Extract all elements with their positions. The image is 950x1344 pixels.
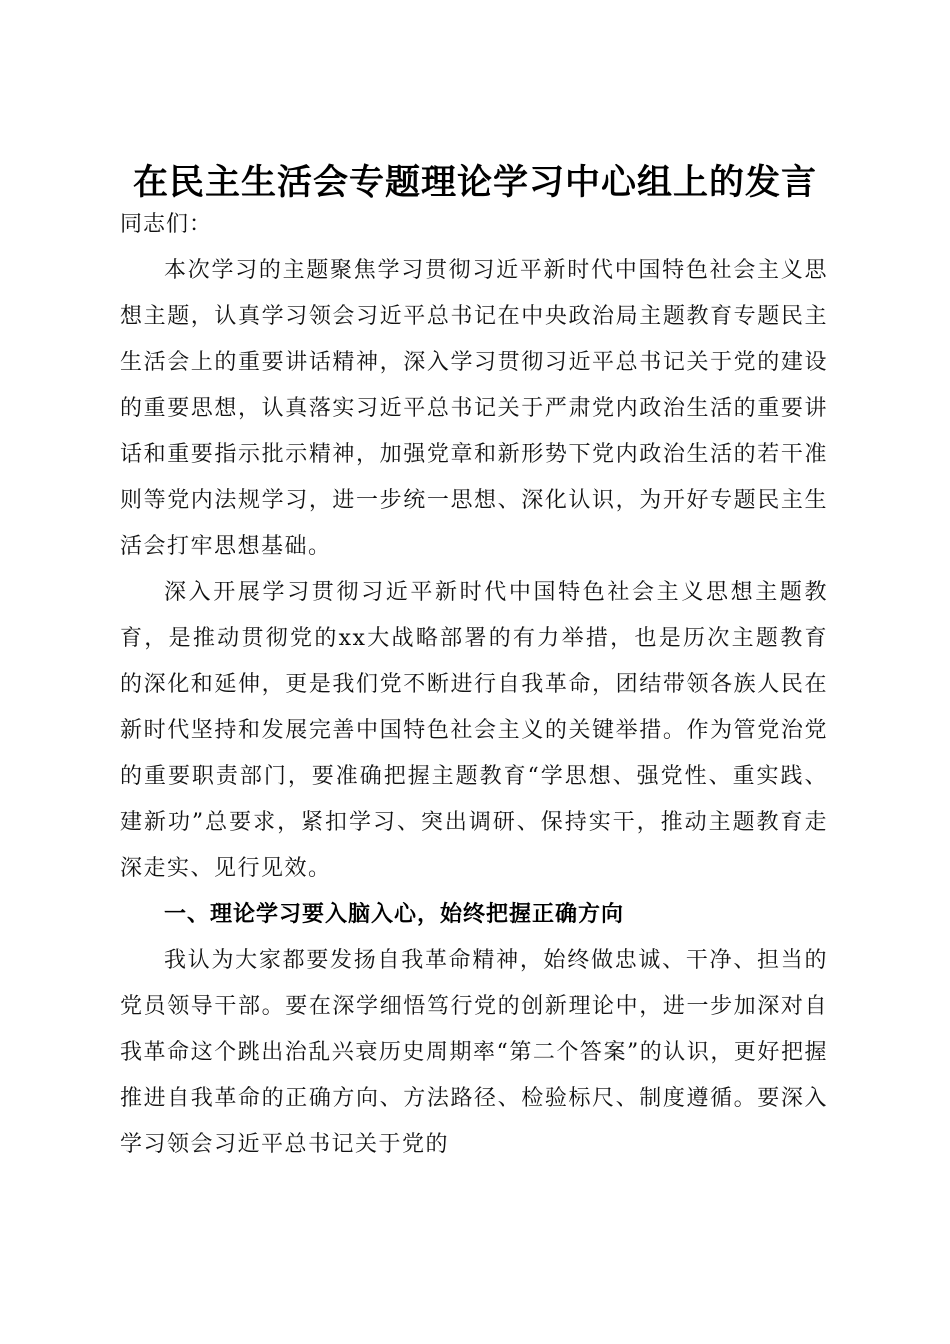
section-heading: 一、理论学习要入脑入心，始终把握正确方向 — [164, 902, 625, 927]
salutation: 同志们： — [120, 212, 213, 237]
document-title: 在民主生活会专题理论学习中心组上的发言 — [132, 163, 817, 204]
document-body — [120, 202, 828, 1168]
paragraph-section-one: 我认为大家都要发扬自我革命精神，始终做忠诚、干净、担当的党员领导干部。要在深学细悟笃行党的创新理论中，进一步加深对自我革命这个跳出治乱兴衰历史周期率“第二个答案”的认识，更好把握推进自我革命的正确方向、方法路径、检验标尺、制度遵循。要深入学习领会习近平总书记关于党的 — [120, 948, 828, 1157]
paragraph-intro: 本次学习的主题聚焦学习贯彻习近平新时代中国特色社会主义思想主题，认真学习领会习近平总书记在中央政治局主题教育专题民主生活会上的重要讲话精神，深入学习贯彻习近平总书记关于党的建设的重要思想，认真落实习近平总书记关于严肃党内政治生活的重要讲话和重要指示批示精神，加强党章和新形势下党内政治生活的若干准则等党内法规学习，进一步统一思想、深化认识，为开好专题民主生活会打牢思想基础。 — [120, 258, 828, 559]
paragraph-theme-education: 深入开展学习贯彻习近平新时代中国特色社会主义思想主题教育，是推动贯彻党的xx大战略部署的有力举措，也是历次主题教育的深化和延伸，更是我们党不断进行自我革命，团结带领各族人民在新时代坚持和发展完善中国特色社会主义的关键举措。作为管党治党的重要职责部门，要准确把握主题教育“学思想、强党性、重实践、建新功”总要求，紧扣学习、突出调研、保持实干，推动主题教育走深走实、见行见效。 — [120, 580, 828, 881]
